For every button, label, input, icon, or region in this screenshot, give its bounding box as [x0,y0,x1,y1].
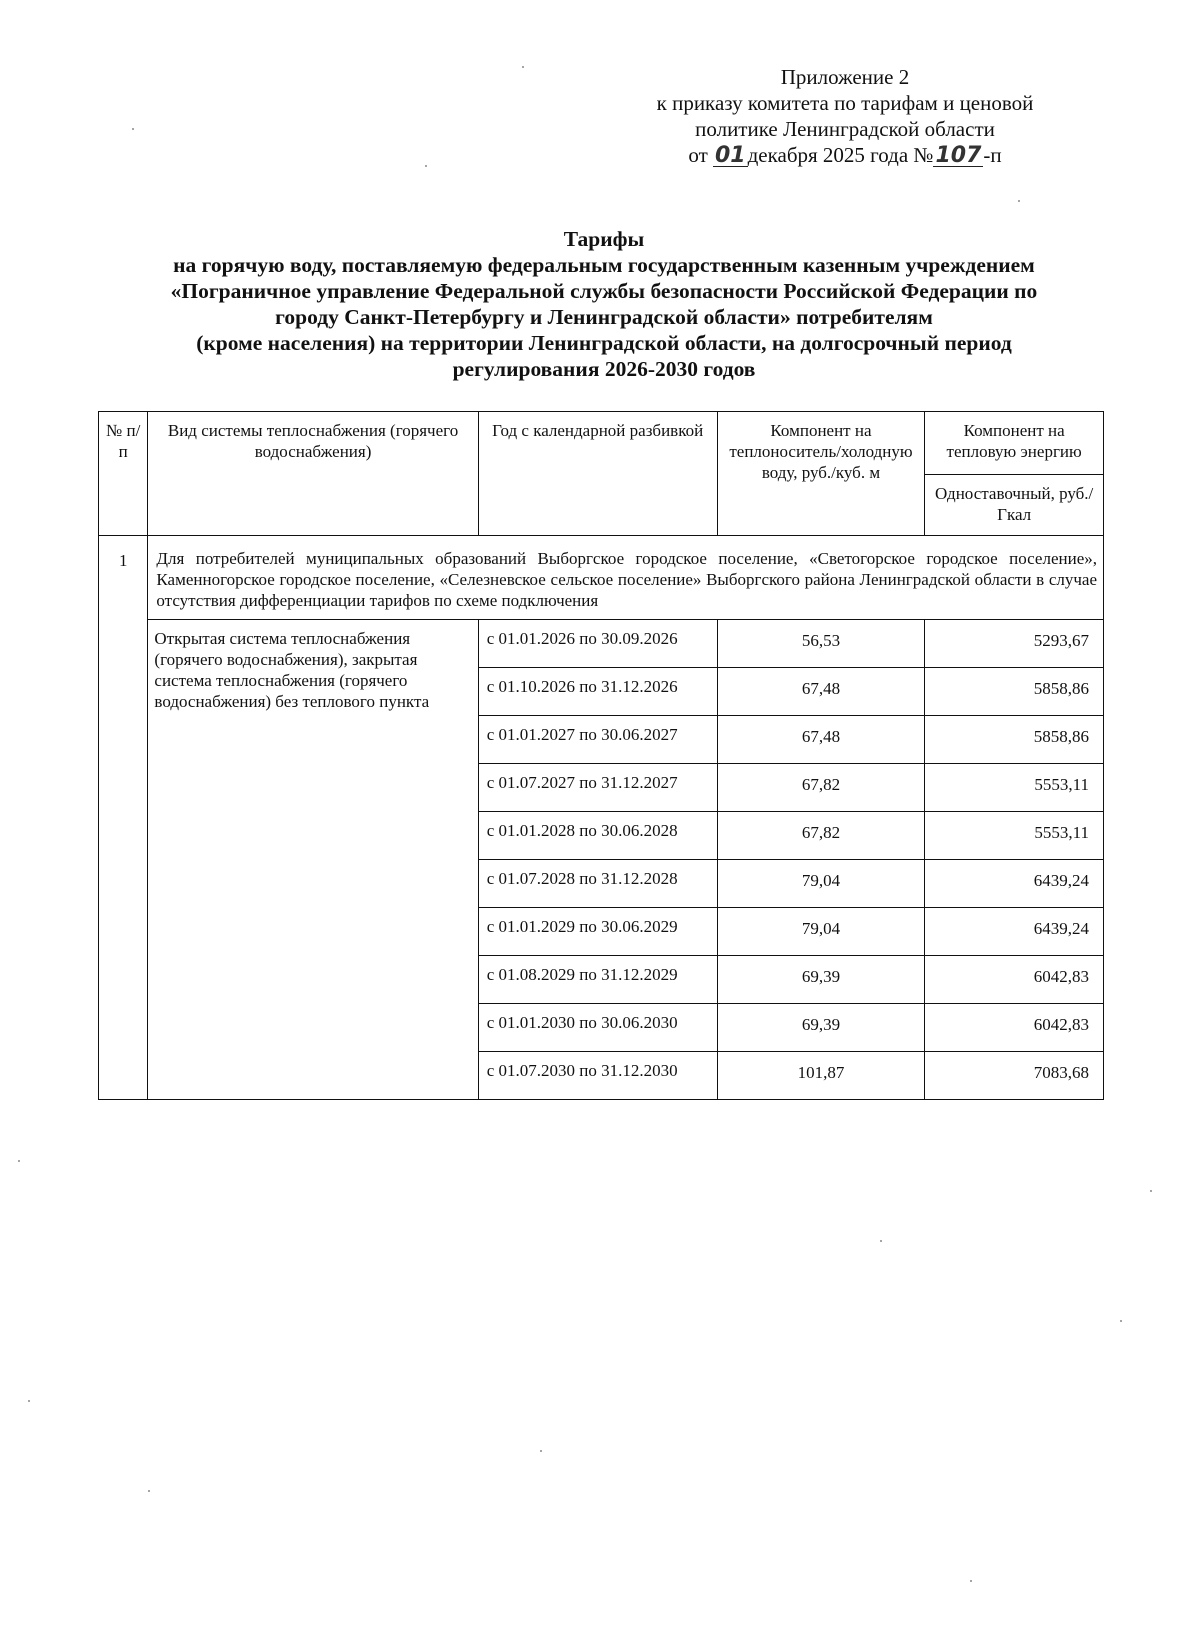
water-value: 67,82 [717,812,925,860]
period-cell: с 01.01.2029 по 30.06.2029 [478,908,717,956]
header-year: Год с календарной разбивкой [478,412,717,536]
water-value: 79,04 [717,860,925,908]
header-heat-single-rate: Одноставочный, руб./Гкал [925,475,1104,536]
water-value: 101,87 [717,1052,925,1100]
date-prefix: от [688,143,708,167]
scan-speck [148,1490,150,1492]
header-system: Вид системы теплоснабжения (горячего водоснабжения) [148,412,478,536]
title-line-4: (кроме населения) на территории Ленинградской области, на долгосрочный период [196,331,1012,355]
period-cell: с 01.01.2030 по 30.06.2030 [478,1004,717,1052]
title-line-3: городу Санкт-Петербургу и Ленинградской области» потребителям [275,305,933,329]
header-row [99,412,1104,475]
scan-speck [132,128,134,130]
heat-value: 6042,83 [925,956,1104,1004]
scan-speck [28,1400,30,1402]
document-title [98,226,1110,382]
title-line-2: «Пограничное управление Федеральной службы безопасности Российской Федерации по [170,279,1038,303]
heat-value: 5293,67 [925,620,1104,668]
heat-value: 5553,11 [925,764,1104,812]
heat-value: 6042,83 [925,1004,1104,1052]
tariffs-table [98,411,1104,1100]
period-cell: с 01.07.2030 по 31.12.2030 [478,1052,717,1100]
water-value: 67,48 [717,716,925,764]
handwritten-order-number: 107 [935,143,982,168]
heat-value: 7083,68 [925,1052,1104,1100]
water-value: 67,82 [717,764,925,812]
header-heat-component: Компонент на тепловую энергию [925,412,1104,475]
water-value: 69,39 [717,956,925,1004]
system-type: Открытая система теплоснабжения (горячего водоснабжения), закрытая система теплоснабжения (горячего водоснабжения) без теплового пункта [148,620,478,1100]
scan-speck [1150,1190,1152,1192]
heat-value: 5858,86 [925,716,1104,764]
scan-speck [880,1240,882,1242]
scan-speck [18,1160,20,1162]
date-middle: декабря 2025 года № [747,143,934,167]
scan-speck [425,165,427,167]
appendix-line-3: политике Ленинградской области [695,117,995,141]
title-line-5: регулирования 2026-2030 годов [452,357,756,381]
scan-speck [540,1450,542,1452]
appendix-line-1: Приложение 2 [780,65,910,89]
title-heading: Тарифы [563,227,645,251]
group-number: 1 [99,536,148,1100]
header-water-component: Компонент на теплоноситель/холодную воду, руб./куб. м [717,412,925,536]
period-cell: с 01.08.2029 по 31.12.2029 [478,956,717,1004]
appendix-line-2: к приказу комитета по тарифам и ценовой [656,91,1034,115]
group-row [99,536,1104,620]
scan-speck [1018,200,1020,202]
water-value: 67,48 [717,668,925,716]
scan-speck [970,1580,972,1582]
scan-speck [522,66,524,68]
header-num: № п/п [99,412,148,536]
period-cell: с 01.01.2028 по 30.06.2028 [478,812,717,860]
title-line-1: на горячую воду, поставляемую федеральным государственным казенным учреждением [173,253,1035,277]
heat-value: 5858,86 [925,668,1104,716]
water-value: 69,39 [717,1004,925,1052]
water-value: 56,53 [717,620,925,668]
period-cell: с 01.07.2028 по 31.12.2028 [478,860,717,908]
period-cell: с 01.07.2027 по 31.12.2027 [478,764,717,812]
period-cell: с 01.01.2026 по 30.09.2026 [478,620,717,668]
order-suffix: -п [983,143,1002,167]
heat-value: 6439,24 [925,908,1104,956]
period-cell: с 01.01.2027 по 30.06.2027 [478,716,717,764]
water-value: 79,04 [717,908,925,956]
handwritten-day: 01 [715,143,746,168]
scan-speck [1120,1320,1122,1322]
appendix-order-line [610,142,1080,168]
table-row [99,620,1104,668]
appendix-header [610,64,1080,168]
period-cell: с 01.10.2026 по 31.12.2026 [478,668,717,716]
heat-value: 6439,24 [925,860,1104,908]
group-description: Для потребителей муниципальных образований Выборгское городское поселение, «Светогорское городское поселение», Каменногорское городское поселение, «Селезневское сельское поселение» Выборгского района Ленинградской области в случае отсутствия дифференциации тарифов по схеме подключения [148,536,1104,620]
heat-value: 5553,11 [925,812,1104,860]
